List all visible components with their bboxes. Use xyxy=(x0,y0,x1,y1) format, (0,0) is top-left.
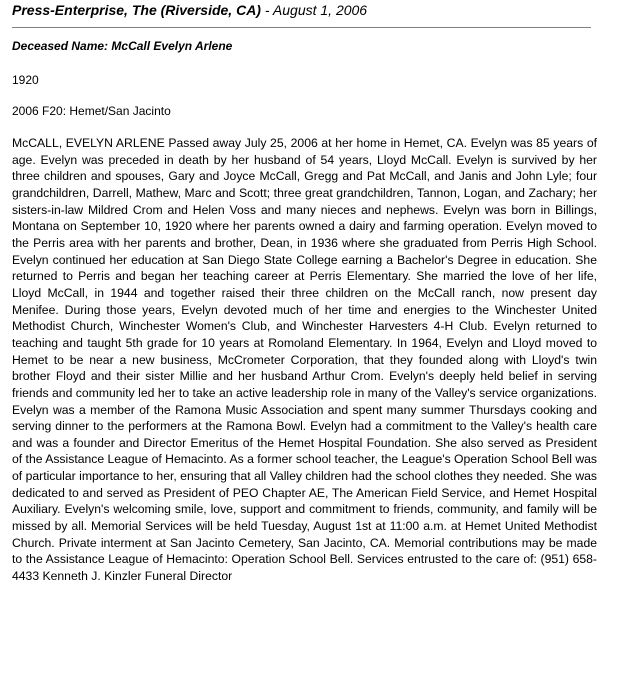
publication-header xyxy=(12,1,609,19)
obituary-text: McCALL, EVELYN ARLENE Passed away July 25, 2006 at her home in Hemet, CA. Evelyn was 85 years of age. Evelyn was preceded in death by her husband of 54 years, Lloyd McCall. Evelyn is survived by her three children and spouses, Gary and Joyce McCall, Gregg and Pat McCall, and Janis and John Lyle; four grandchildren, Darrell, Mathew, Marc and Scott; three great grandchildren, Tannon, Logan, and Zachary; her sisters-in-law Mildred Crom and Helen Voss and many nieces and nephews. Evelyn was born in Billings, Montana on September 10, 1920 where her parents owned a dairy and farming operation. Evelyn moved to the Perris area with her parents and brother, Dean, in 1936 where she graduated from Perris High School. Evelyn continued her education at San Diego State College earning a Bachelor's Degree in education. She returned to Perris and began her teaching career at Perris Elementary. She married the love of her life, Lloyd McCall, in 1944 and together raised their three children on the McCall ranch, now present day Menifee. During those years, Evelyn devoted much of her time and energies to the Winchester United Methodist Church, Winchester Women's Club, and Winchester Harvesters 4-H Club. Evelyn returned to teaching and taught 5th grade for 10 years at Romoland Elementary. In 1964, Evelyn and Lloyd moved to Hemet to be near a new business, McCrometer Corporation, that they founded along with Lloyd's twin brother Floyd and their sister Millie and her husband Arthur Crom. Evelyn's deeply held belief in serving friends and community led her to take an active leadership role in many of the Valley's service organizations. Evelyn was a member of the Ramona Music Association and spent many summer Thursdays cooking and serving dinner to the performers at the Ramona Bowl. Evelyn had a commitment to the Valley's health care and was a founder and Director Emeritus of the Hemet Hospital Foundation. She also served as President of the Assistance League of Hemacinto. As a former school teacher, the League's Operation School Bell was of particular importance to her, ensuring that all Valley children had the school clothes they needed. She was dedicated to and served as President of PEO Chapter AE, The American Field Service, and Hemet Hospital Auxiliary. Evelyn's welcoming smile, love, support and commitment to friends, community, and family will be missed by all. Memorial Services will be held Tuesday, August 1st at 11:00 a.m. at Hemet United Methodist Church. Private interment at San Jacinto Cemetery, San Jacinto, CA. Memorial contributions may be made to the Assistance League of Hemacinto: Operation School Bell. Services entrusted to the care of: (951) 658-4433 Kenneth J. Kinzler Funeral Director xyxy=(12,136,597,584)
publication-date: August 1, 2006 xyxy=(272,2,368,18)
publication-name: Press-Enterprise, The (Riverside, CA) xyxy=(12,2,261,18)
event-line: 2006 F20: Hemet/San Jacinto xyxy=(12,104,171,118)
deceased-name-value: McCall Evelyn Arlene xyxy=(111,39,233,53)
birth-year: 1920 xyxy=(12,73,39,87)
deceased-name-label: Deceased Name: xyxy=(12,39,109,53)
deceased-name-line xyxy=(12,39,609,54)
header-divider xyxy=(12,27,591,28)
header-separator: - xyxy=(260,2,273,18)
